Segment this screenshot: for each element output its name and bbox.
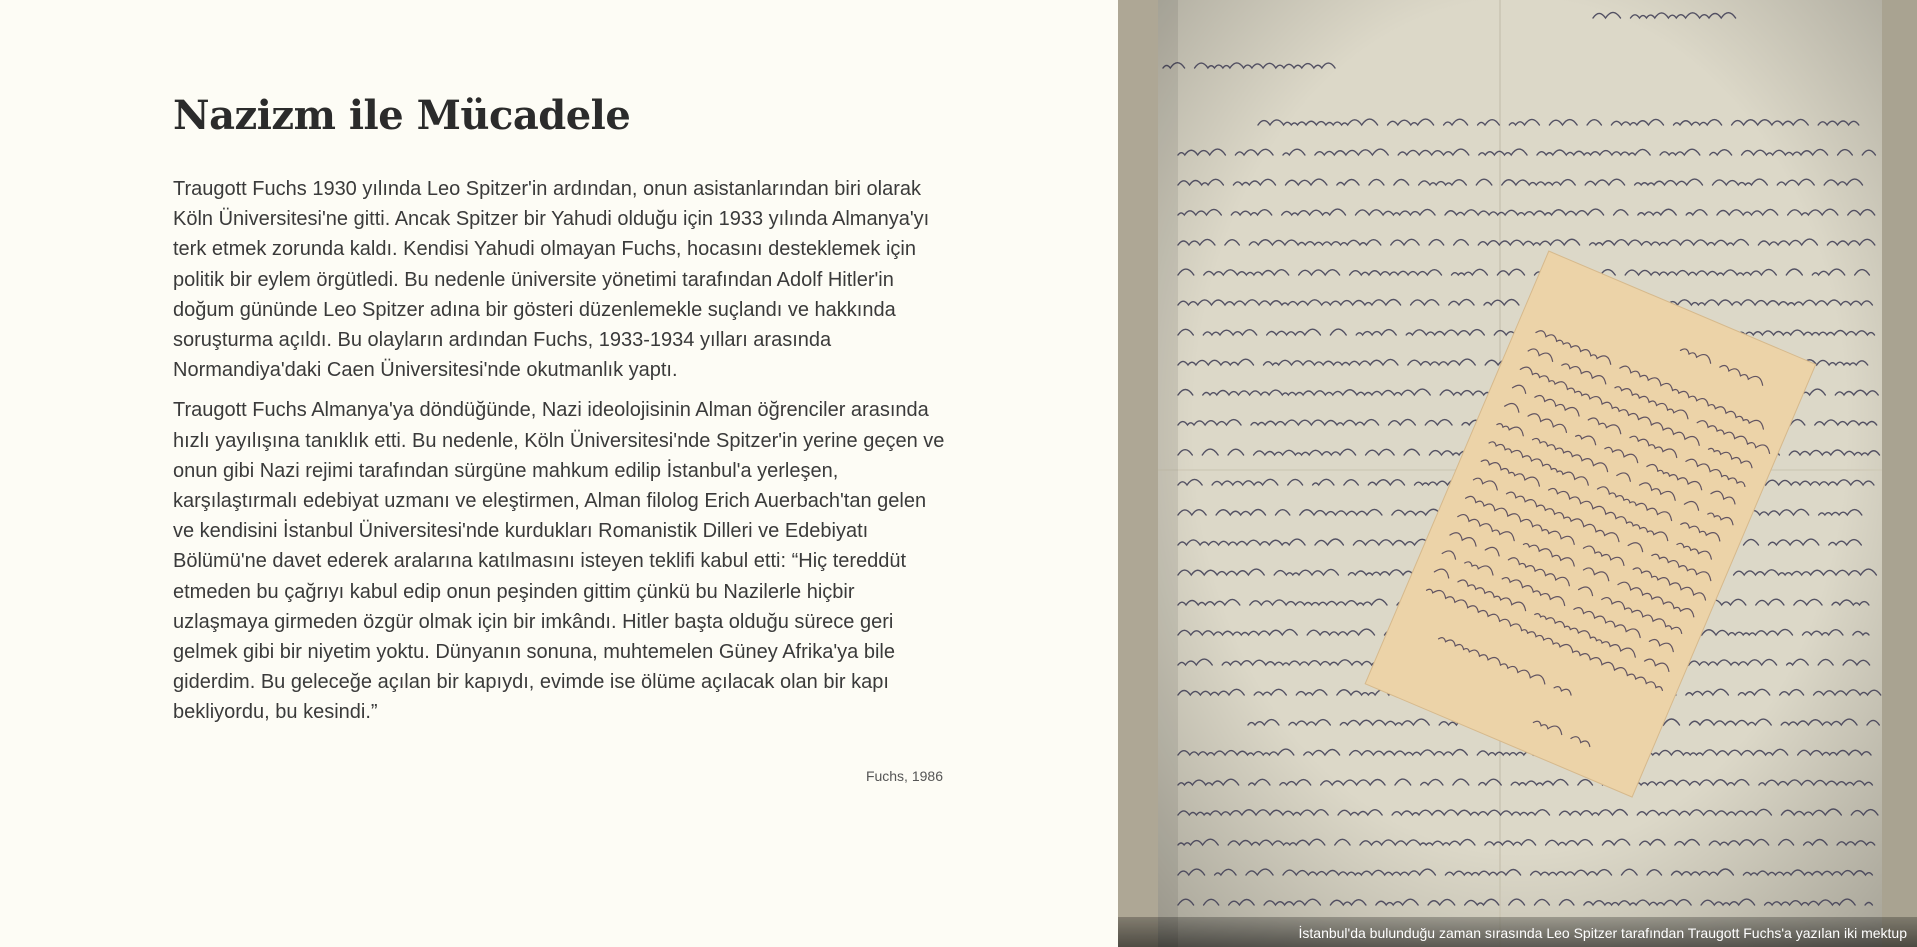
quote-citation: Fuchs, 1986 — [865, 768, 943, 784]
article-body — [173, 174, 948, 738]
letters-image — [1118, 0, 1917, 947]
handwritten-letters-photo — [1118, 0, 1917, 947]
article-paragraph: Traugott Fuchs 1930 yılında Leo Spitzer'in ardından, onun asistanlarından biri olarak Köln Üniversitesi'ne gitti. Ancak Spitzer bir Yahudi olduğu için 1933 yılında Almanya'yı terk etmek zorunda kaldı. Kendisi Yahudi olmayan Fuchs, hocasını desteklemek için politik bir eylem örgütledi. Bu nedenle üniversite yönetimi tarafından Adolf Hitler'in doğum gününde Leo Spitzer adına bir gösteri düzenlemekle suçlandı ve hakkında soruşturma açıldı. Bu olayların ardından Fuchs, 1933-1934 yılları arasında Normandiya'daki Caen Üniversitesi'nde okutmanlık yaptı. — [173, 178, 930, 382]
caption-bar — [1118, 917, 1917, 947]
image-caption: İstanbul'da bulunduğu zaman sırasında Leo Spitzer tarafından Traugott Fuchs'a yazılan iki mektup — [1298, 925, 1907, 941]
page-title: Nazizm ile Mücadele — [173, 92, 631, 139]
article-paragraph: Traugott Fuchs Almanya'ya döndüğünde, Nazi ideolojisinin Alman öğrenciler arasında hızlı yayılışına tanıklık etti. Bu nedenle, Köln Üniversitesi'nde Spitzer'in yerine geçen ve onun gibi Nazi rejimi tarafından sürgüne mahkum edilip İstanbul'a yerleşen, karşılaştırmalı edebiyat uzmanı ve eleştirmen, Alman filolog Erich Auerbach'tan gelen ve kendisini İstanbul Üniversitesi'nde kurdukları Romanistik Dilleri ve Edebiyatı Bölümü'ne davet ederek aralarına katılmasını isteyen teklifi kabul etti: “Hiç tereddüt etmeden bu çağrıyı kabul edip onun peşinden gittim çünkü bu Nazilerle hiçbir uzlaşmaya girmeden özgür olmak için bir imkândı. Hitler başta olduğu sürece geri gelmek gibi bir niyetim yoktu. Dünyanın sonuna, muhtemelen Güney Afrika'ya bile giderdim. Bu geleceğe açılan bir kapıydı, evimde ise ölüme açılacak olan bir kapı bekliyordu, bu kesindi.” — [173, 399, 945, 724]
